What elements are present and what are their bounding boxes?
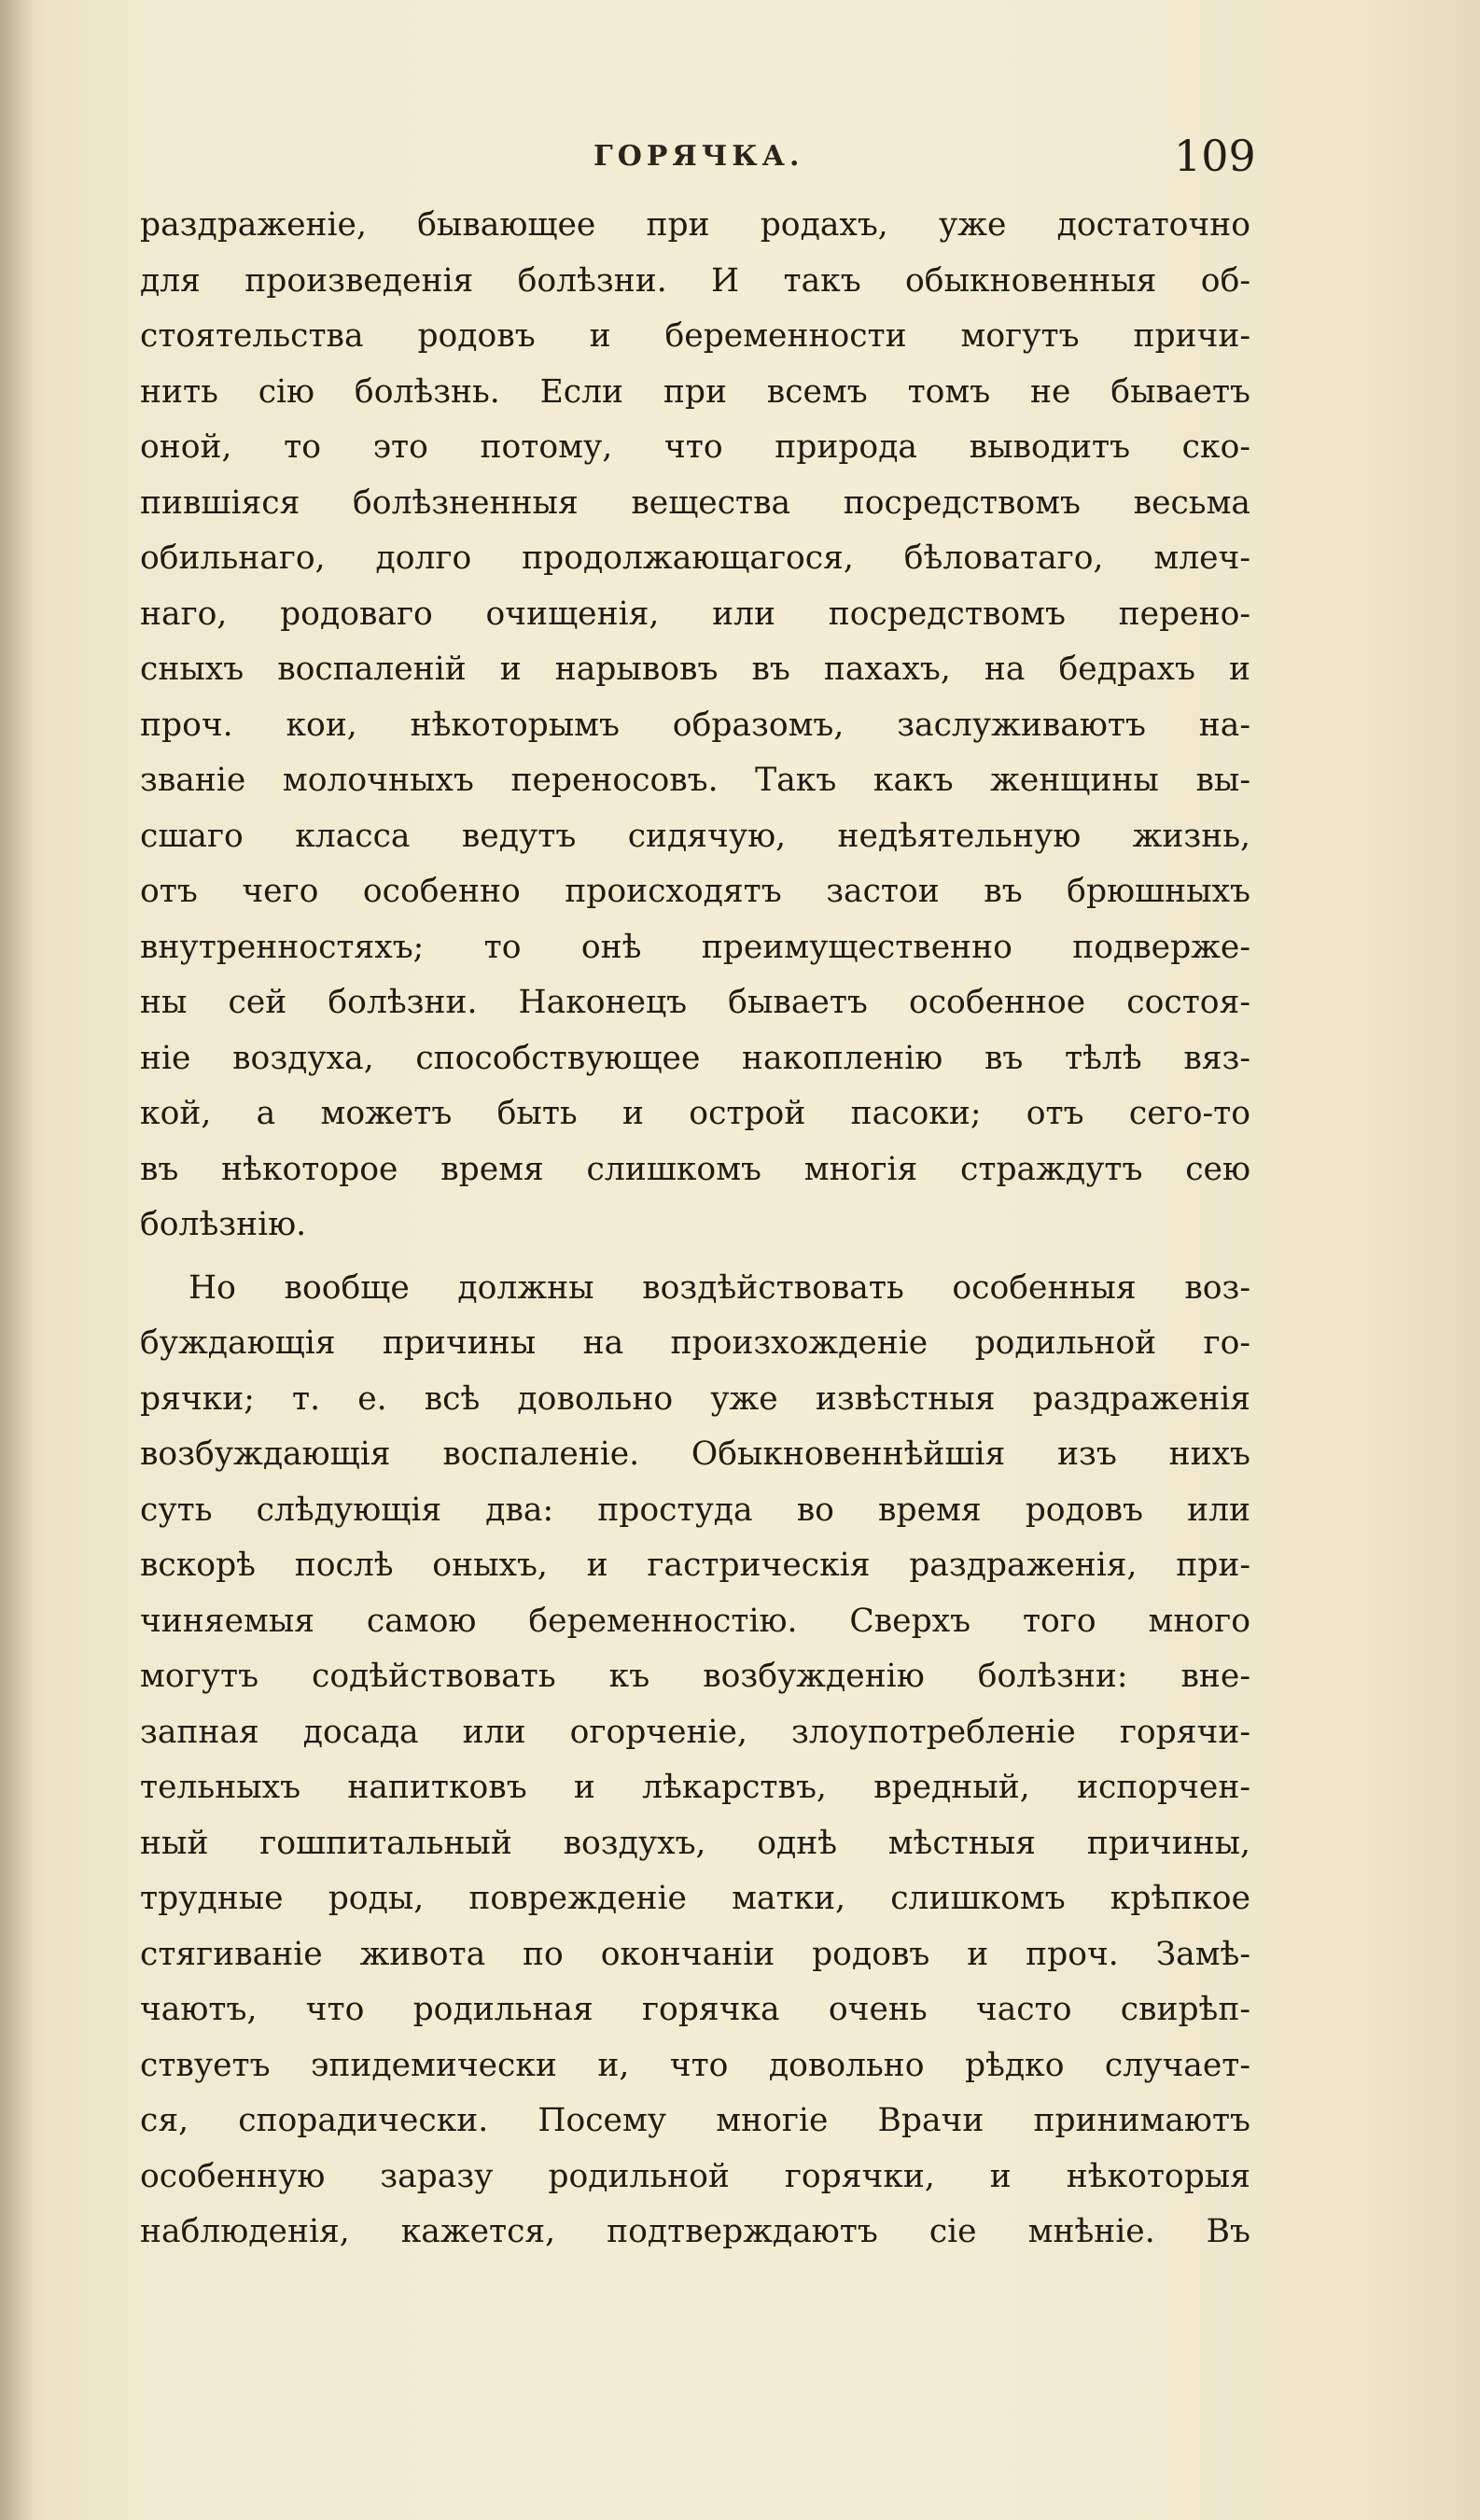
text-line: наблюденія, кажется, подтверждаютъ сіе мнѣніе. Въ bbox=[140, 2213, 1250, 2250]
text-line: внутренностяхъ; то онѣ преимущественно подверже- bbox=[140, 928, 1250, 966]
text-line: нить сію болѣзнь. Если при всемъ томъ не бываетъ bbox=[140, 372, 1250, 411]
text-line: тельныхъ напитковъ и лѣкарствъ, вредный, испорчен- bbox=[140, 1769, 1250, 1806]
text-line: чаютъ, что родильная горячка очень часто свирѣп- bbox=[140, 1991, 1250, 2028]
text-line: возбуждающія воспаленіе. Обыкновеннѣйшія изъ нихъ bbox=[140, 1435, 1250, 1473]
text-line: стоятельства родовъ и беременности могутъ причи- bbox=[140, 317, 1250, 355]
text-line: кой, а можетъ быть и острой пасоки; отъ сего-то bbox=[140, 1095, 1250, 1132]
text-line: званіе молочныхъ переносовъ. Такъ какъ женщины вы- bbox=[140, 762, 1250, 799]
text-line: могутъ содѣйствовать къ возбужденію болѣзни: вне- bbox=[140, 1658, 1250, 1695]
running-title: ГОРЯЧКА. bbox=[593, 140, 804, 173]
text-line: для произведенія болѣзни. И такъ обыкновенныя об- bbox=[140, 261, 1250, 300]
text-line: пившіяся болѣзненныя вещества посредствомъ весьма bbox=[140, 483, 1250, 522]
text-line: Но вообще должны воздѣйствовать особенныя воз- bbox=[188, 1268, 1250, 1307]
text-line: стягиваніе живота по окончаніи родовъ и проч. Замѣ- bbox=[140, 1935, 1250, 1973]
text-line: обильнаго, долго продолжающагося, бѣловатаго, млеч- bbox=[140, 539, 1250, 577]
text-line: раздраженіе, бывающее при родахъ, уже достаточно bbox=[140, 206, 1250, 244]
paragraph bbox=[140, 198, 1250, 1253]
text-line: ніе воздуха, способствующее накопленію въ тѣлѣ вяз- bbox=[140, 1039, 1250, 1077]
text-line: проч. кои, нѣкоторымъ образомъ, заслуживаютъ на- bbox=[140, 706, 1250, 744]
text-line: отъ чего особенно происходятъ застои въ брюшныхъ bbox=[140, 873, 1250, 910]
page-number: 109 bbox=[1174, 131, 1256, 181]
paragraph bbox=[140, 1261, 1250, 2261]
text-line: особенную заразу родильной горячки, и нѣкоторыя bbox=[140, 2157, 1250, 2195]
text-line: наго, родоваго очищенія, или посредствомъ перено- bbox=[140, 595, 1250, 633]
text-line: ся, спорадически. Посему многіе Врачи принимаютъ bbox=[140, 2102, 1250, 2139]
text-line: сныхъ воспаленій и нарывовъ въ пахахъ, на бедрахъ и bbox=[140, 651, 1250, 688]
text-line: вскорѣ послѣ оныхъ, и гастрическія раздраженія, при- bbox=[140, 1547, 1250, 1584]
text-line: ный гошпитальный воздухъ, однѣ мѣстныя причины, bbox=[140, 1824, 1250, 1862]
running-head bbox=[140, 131, 1260, 187]
text-line: буждающія причины на произхожденіе родильной го- bbox=[140, 1324, 1250, 1362]
text-line: оной, то это потому, что природа выводитъ ско- bbox=[140, 428, 1250, 466]
text-line: ны сей болѣзни. Наконецъ бываетъ особенное состоя- bbox=[140, 984, 1250, 1021]
text-line: суть слѣдующія два: простуда во время родовъ или bbox=[140, 1491, 1250, 1529]
text-line: чиняемыя самою беременностію. Сверхъ того много bbox=[140, 1602, 1250, 1640]
text-line: рячки; т. е. всѣ довольно уже извѣстныя раздраженія bbox=[140, 1379, 1250, 1418]
text-line: сшаго класса ведутъ сидячую, недѣятельную жизнь, bbox=[140, 817, 1250, 855]
text-line: ствуетъ эпидемически и, что довольно рѣдко случает- bbox=[140, 2046, 1250, 2084]
text-line: запная досада или огорченіе, злоупотребленіе горячи- bbox=[140, 1713, 1250, 1751]
text-line: болѣзнію. bbox=[140, 1206, 307, 1243]
body-text bbox=[140, 198, 1250, 2261]
text-line: въ нѣкоторое время слишкомъ многія страждутъ сею bbox=[140, 1150, 1250, 1188]
text-line: трудные роды, поврежденіе матки, слишкомъ крѣпкое bbox=[140, 1880, 1250, 1917]
